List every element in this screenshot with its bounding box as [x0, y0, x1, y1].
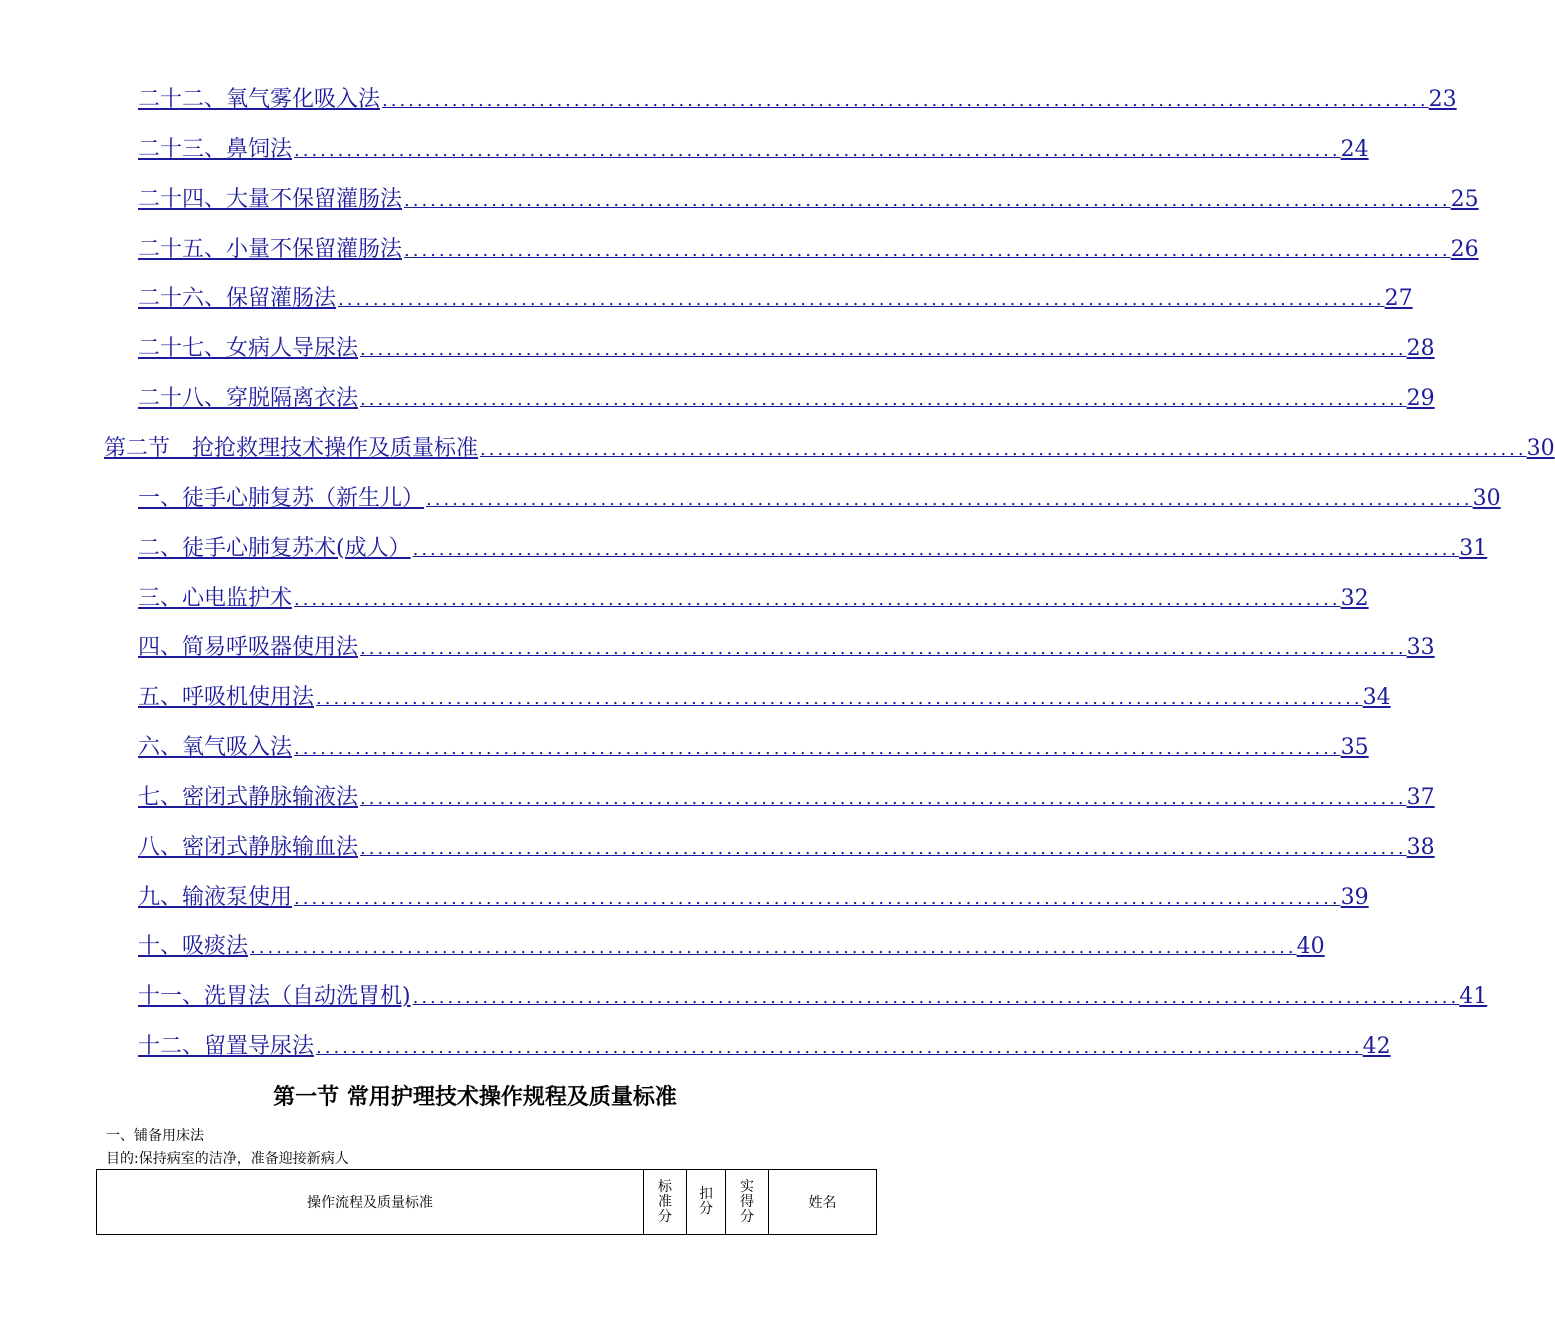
toc-leader-dots: ........................................................................................................................ [294, 887, 1341, 909]
toc-entry-page: 27 [1384, 286, 1413, 312]
toc-entry-page: 35 [1340, 735, 1369, 761]
toc-leader-dots: ........................................................................................................................ [426, 488, 1473, 510]
header-actual-score-label: 实得分 [740, 1178, 754, 1225]
toc-entry[interactable] [138, 583, 1369, 615]
toc-leader-dots: ........................................................................................................................ [360, 389, 1407, 411]
header-standard-score [644, 1170, 687, 1235]
toc-entry-title: 二十五、小量不保留灌肠法 [138, 236, 403, 262]
toc-entry-page: 39 [1340, 884, 1369, 910]
toc-leader-dots: ........................................................................................................................ [338, 289, 1385, 311]
toc-entry-title: 二十八、穿脱隔离衣法 [138, 386, 359, 412]
toc-entry[interactable] [138, 283, 1413, 315]
toc-entry-page: 23 [1428, 87, 1457, 112]
toc-entry[interactable] [138, 184, 1479, 216]
toc-entry[interactable] [138, 134, 1369, 166]
toc-entry-title: 六、氧气吸入法 [138, 735, 293, 761]
toc-entry-page: 25 [1450, 186, 1479, 212]
toc-entry-title: 八、密闭式静脉输血法 [138, 834, 359, 860]
toc-entry-page: 37 [1406, 784, 1435, 810]
toc-entry-title: 二十七、女病人导尿法 [138, 336, 359, 362]
toc-leader-dots: ........................................................................................................................ [360, 787, 1407, 809]
header-process: 操作流程及质量标准 [97, 1170, 644, 1235]
toc-entry-page: 28 [1406, 336, 1435, 362]
toc-leader-dots: ........................................................................................................................ [480, 438, 1527, 460]
toc-entry-title: 二十二、氧气雾化吸入法 [138, 87, 381, 112]
toc-leader-dots: ........................................................................................................................ [294, 738, 1341, 760]
header-standard-score-label: 标准分 [658, 1178, 672, 1225]
toc-entry-page: 31 [1459, 535, 1488, 561]
toc-entry-title: 四、简易呼吸器使用法 [138, 635, 359, 661]
toc-entry-title: 七、密闭式静脉输液法 [138, 784, 359, 810]
header-actual-score [726, 1170, 769, 1235]
toc-entry-title: 十二、留置导尿法 [138, 1034, 315, 1060]
toc-entry-page: 30 [1472, 485, 1501, 511]
toc-entry[interactable] [138, 882, 1369, 914]
toc-entry-title: 二十四、大量不保留灌肠法 [138, 186, 403, 212]
toc-entry-page: 29 [1406, 386, 1435, 412]
toc-entry-title: 第二节 抢抢救理技术操作及质量标准 [104, 435, 479, 461]
scoring-table [96, 1169, 877, 1235]
toc-leader-dots: ........................................................................................................................ [316, 1037, 1363, 1059]
toc-entry-page: 32 [1340, 585, 1369, 611]
toc-entry-title: 二十六、保留灌肠法 [138, 286, 337, 312]
toc-entry-title: 二十三、鼻饲法 [138, 136, 293, 162]
toc-entry[interactable] [138, 931, 1325, 963]
toc-entry-page: 34 [1362, 685, 1391, 711]
toc-leader-dots: ........................................................................................................................ [360, 638, 1407, 660]
toc-entry[interactable] [138, 1031, 1391, 1063]
toc-entry[interactable] [104, 433, 1555, 465]
toc-entry-title: 二、徒手心肺复苏术(成人） [138, 535, 411, 561]
toc-entry[interactable] [138, 782, 1435, 814]
toc-leader-dots: ........................................................................................................................ [294, 588, 1341, 610]
toc-entry-title: 九、输液泵使用 [138, 884, 293, 910]
toc-entry-title: 三、心电监护术 [138, 585, 293, 611]
toc-leader-dots: ........................................................................................................................ [382, 90, 1429, 111]
toc-entry[interactable] [138, 234, 1479, 266]
toc-leader-dots: ........................................................................................................................ [404, 189, 1451, 211]
item-heading: 一、铺备用床法 [106, 1128, 204, 1144]
toc-leader-dots: ........................................................................................................................ [412, 987, 1460, 1009]
toc-leader-dots: ........................................................................................................................ [250, 937, 1297, 959]
toc-entry[interactable] [138, 333, 1435, 365]
toc-entry-page: 30 [1526, 435, 1555, 461]
header-name: 姓名 [769, 1170, 877, 1235]
header-deduction-label: 扣分 [699, 1186, 713, 1217]
toc-entry-page: 41 [1459, 984, 1488, 1010]
toc-entry[interactable] [138, 682, 1391, 714]
toc-leader-dots: ........................................................................................................................ [316, 688, 1363, 710]
toc-entry-title: 十一、洗胃法（自动洗胃机) [138, 984, 411, 1010]
header-deduction [687, 1170, 726, 1235]
toc-entry[interactable] [138, 383, 1435, 415]
toc-entry-page: 26 [1450, 236, 1479, 262]
toc-leader-dots: ........................................................................................................................ [294, 139, 1341, 161]
section-title: 第一节 常用护理技术操作规程及质量标准 [273, 1085, 677, 1110]
toc-leader-dots: ........................................................................................................................ [412, 538, 1460, 560]
table-header-row [97, 1170, 877, 1235]
toc-entry-title: 十、吸痰法 [138, 934, 249, 960]
toc-entry-title: 五、呼吸机使用法 [138, 685, 315, 711]
toc-entry[interactable] [138, 832, 1435, 864]
toc-entry-page: 40 [1296, 934, 1325, 960]
toc-entry-page: 42 [1362, 1034, 1391, 1060]
toc-entry[interactable] [138, 632, 1435, 664]
toc-entry[interactable] [138, 483, 1501, 515]
toc-leader-dots: ........................................................................................................................ [360, 339, 1407, 361]
toc-entry-title: 一、徒手心肺复苏（新生儿） [138, 485, 425, 511]
toc-entry[interactable] [138, 981, 1488, 1013]
toc-entry[interactable] [138, 533, 1488, 565]
toc-entry-page: 38 [1406, 834, 1435, 860]
toc-entry-page: 33 [1406, 635, 1435, 661]
toc-entry[interactable] [138, 732, 1369, 764]
toc-entry-page: 24 [1340, 136, 1369, 162]
toc-leader-dots: ........................................................................................................................ [404, 239, 1451, 261]
toc-entry[interactable] [138, 84, 1457, 116]
toc-leader-dots: ........................................................................................................................ [360, 837, 1407, 859]
purpose-text: 目的:保持病室的洁净，准备迎接新病人 [106, 1151, 349, 1167]
